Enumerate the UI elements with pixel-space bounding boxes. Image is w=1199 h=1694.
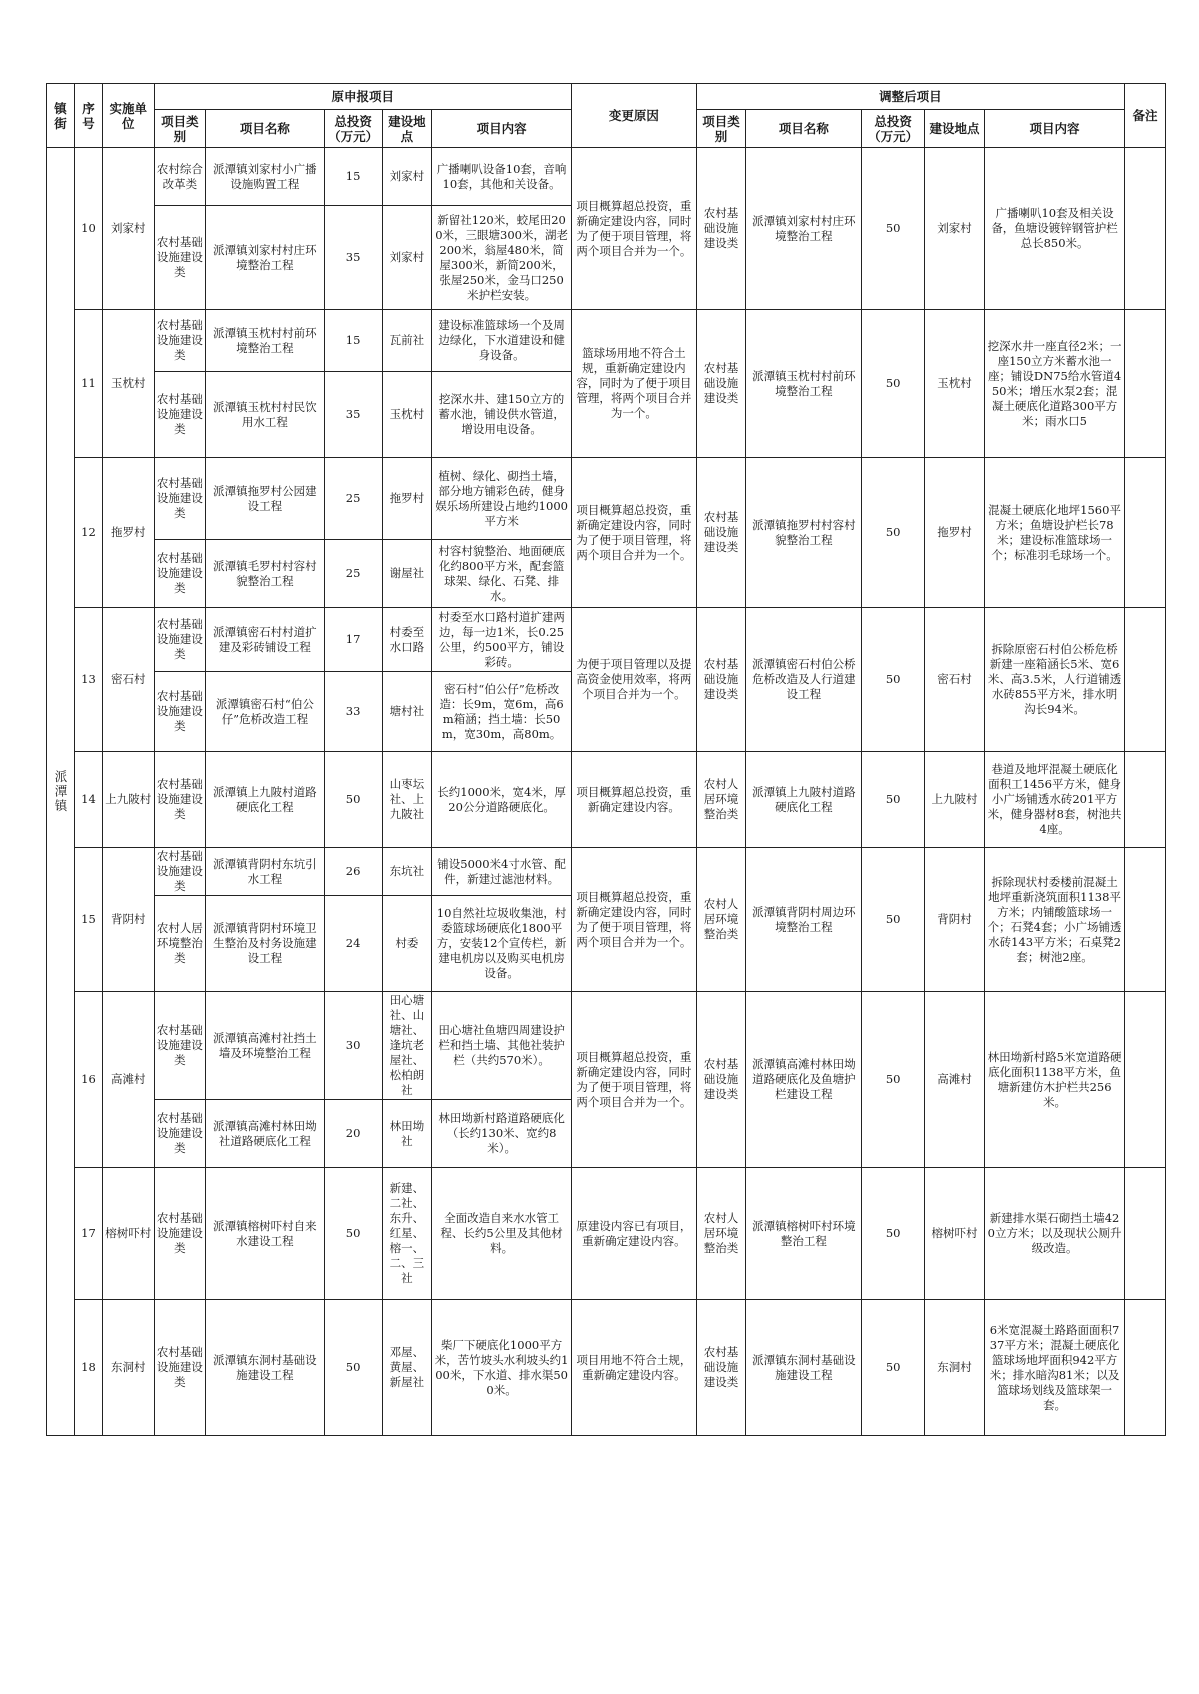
orig-category-cell: 农村基础设施建设类 [154,608,206,672]
orig-content-cell: 广播喇叭设备10套，音响10套，其他和关设备。 [432,148,572,206]
orig-invest-cell: 24 [324,896,382,992]
col-seq: 序号 [74,84,102,148]
orig-category-cell: 农村基础设施建设类 [154,540,206,608]
col-change-reason: 变更原因 [572,84,697,148]
orig-name-cell: 派潭镇玉枕村村民饮用水工程 [206,372,324,458]
adj-content-cell: 巷道及地坪混凝土硬底化面积工1456平方米，健身小广场铺透水砖201平方米，健身器材8套，树池共4座。 [985,752,1125,848]
seq-cell: 11 [74,310,102,458]
unit-cell: 东洞村 [102,1300,154,1436]
adj-location-cell: 上九陂村 [924,752,984,848]
unit-cell: 刘家村 [102,148,154,310]
orig-location-cell: 新建、二社、东升、红星、榕一、二、三社 [382,1168,431,1300]
orig-content-cell: 村容村貌整治、地面硬底化约800平方米，配套篮球架、绿化、石凳、排水。 [432,540,572,608]
adj-category-cell: 农村基础设施建设类 [696,458,745,608]
remarks-cell [1125,608,1166,752]
adj-content-cell: 广播喇叭10套及相关设备，鱼塘设镀锌钢管护栏总长850米。 [985,148,1125,310]
orig-category-cell: 农村基础设施建设类 [154,992,206,1100]
adj-category-cell: 农村基础设施建设类 [696,1300,745,1436]
col-adjusted-group: 调整后项目 [696,84,1124,110]
table-row [47,992,1166,1100]
unit-cell: 玉枕村 [102,310,154,458]
orig-category-cell: 农村基础设施建设类 [154,672,206,752]
orig-content-cell: 全面改造自来水水管工程、长约5公里及其他材料。 [432,1168,572,1300]
remarks-cell [1125,1300,1166,1436]
adj-category-cell: 农村基础设施建设类 [696,148,745,310]
change-reason-cell: 篮球场用地不符合土规，重新确定建设内容，同时为了便于项目管理，将两个项目合并为一个。 [572,310,697,458]
adj-name-cell: 派潭镇背阴村周边环境整治工程 [746,848,862,992]
orig-invest-cell: 33 [324,672,382,752]
change-reason-cell: 项目概算超总投资，重新确定建设内容。 [572,752,697,848]
change-reason-cell: 项目用地不符合土规，重新确定建设内容。 [572,1300,697,1436]
unit-cell: 密石村 [102,608,154,752]
adj-name-cell: 派潭镇玉枕村村前环境整治工程 [746,310,862,458]
table-row [47,608,1166,672]
orig-content-cell: 10自然社垃圾收集池，村委篮球场硬底化1800平方，安装12个宣传栏，新建电机房以及购买电机房设备。 [432,896,572,992]
orig-location-cell: 谢屋社 [382,540,431,608]
adj-invest-cell: 50 [862,310,924,458]
table-row [47,848,1166,896]
adj-content-cell: 6米宽混凝土路路面面积737平方米；混凝土硬底化篮球场地坪面积942平方米；排水暗沟81米；以及篮球场划线及篮球架一套。 [985,1300,1125,1436]
orig-location-cell: 村委至水口路 [382,608,431,672]
orig-name-cell: 派潭镇刘家村村庄环境整治工程 [206,206,324,310]
orig-location-cell: 山枣坛社、上九陂社 [382,752,431,848]
col-orig-content: 项目内容 [432,110,572,148]
unit-cell: 榕树吓村 [102,1168,154,1300]
orig-name-cell: 派潭镇榕树吓村自来水建设工程 [206,1168,324,1300]
orig-category-cell: 农村综合改革类 [154,148,206,206]
orig-category-cell: 农村基础设施建设类 [154,372,206,458]
orig-location-cell: 瓦前社 [382,310,431,372]
col-adj-name: 项目名称 [746,110,862,148]
adj-invest-cell: 50 [862,1168,924,1300]
unit-cell: 上九陂村 [102,752,154,848]
orig-name-cell: 派潭镇背阴村东坑引水工程 [206,848,324,896]
adj-name-cell: 派潭镇刘家村村庄环境整治工程 [746,148,862,310]
adj-category-cell: 农村人居环境整治类 [696,848,745,992]
adj-category-cell: 农村基础设施建设类 [696,992,745,1168]
orig-invest-cell: 30 [324,992,382,1100]
seq-cell: 13 [74,608,102,752]
col-adj-content: 项目内容 [985,110,1125,148]
adj-location-cell: 背阴村 [924,848,984,992]
orig-invest-cell: 17 [324,608,382,672]
orig-category-cell: 农村基础设施建设类 [154,848,206,896]
adj-content-cell: 林田坳新村路5米宽道路硬底化面积1138平方米，鱼塘新建仿木护栏共256米。 [985,992,1125,1168]
seq-cell: 10 [74,148,102,310]
adj-location-cell: 高滩村 [924,992,984,1168]
adj-location-cell: 榕树吓村 [924,1168,984,1300]
orig-content-cell: 铺设5000米4寸水管、配件，新建过滤池材料。 [432,848,572,896]
col-adj-location: 建设地点 [924,110,984,148]
adj-invest-cell: 50 [862,608,924,752]
seq-cell: 14 [74,752,102,848]
orig-category-cell: 农村基础设施建设类 [154,310,206,372]
orig-location-cell: 塘村社 [382,672,431,752]
col-original-group: 原申报项目 [154,84,571,110]
orig-invest-cell: 50 [324,1168,382,1300]
orig-content-cell: 挖深水井、建150立方的蓄水池，铺设供水管道，增设用电设备。 [432,372,572,458]
col-town: 镇街 [47,84,75,148]
orig-location-cell: 林田坳社 [382,1100,431,1168]
adj-invest-cell: 50 [862,458,924,608]
orig-name-cell: 派潭镇上九陂村道路硬底化工程 [206,752,324,848]
change-reason-cell: 项目概算超总投资，重新确定建设内容，同时为了便于项目管理，将两个项目合并为一个。 [572,992,697,1168]
change-reason-cell: 项目概算超总投资，重新确定建设内容，同时为了便于项目管理，将两个项目合并为一个。 [572,458,697,608]
orig-location-cell: 刘家村 [382,148,431,206]
orig-name-cell: 派潭镇高滩村林田坳社道路硬底化工程 [206,1100,324,1168]
orig-location-cell: 玉枕村 [382,372,431,458]
orig-name-cell: 派潭镇东洞村基础设施建设工程 [206,1300,324,1436]
orig-name-cell: 派潭镇拖罗村公园建设工程 [206,458,324,540]
col-orig-name: 项目名称 [206,110,324,148]
adj-invest-cell: 50 [862,148,924,310]
adj-location-cell: 东洞村 [924,1300,984,1436]
adj-category-cell: 农村基础设施建设类 [696,608,745,752]
orig-invest-cell: 20 [324,1100,382,1168]
orig-invest-cell: 15 [324,148,382,206]
orig-location-cell: 村委 [382,896,431,992]
col-orig-location: 建设地点 [382,110,431,148]
adj-category-cell: 农村人居环境整治类 [696,752,745,848]
adj-content-cell: 混凝土硬底化地坪1560平方米；鱼塘设护栏长78米；建设标准篮球场一个；标准羽毛球场一个。 [985,458,1125,608]
col-unit: 实施单位 [102,84,154,148]
remarks-cell [1125,458,1166,608]
orig-category-cell: 农村基础设施建设类 [154,206,206,310]
orig-invest-cell: 26 [324,848,382,896]
orig-content-cell: 村委至水口路村道扩建两边，每一边1米，长0.25公里，约500平方，铺设彩砖。 [432,608,572,672]
adj-content-cell: 拆除原密石村伯公桥危桥新建一座箱涵长5米、宽6米、高3.5米，人行道铺透水砖855平方米，排水明沟长94米。 [985,608,1125,752]
orig-content-cell: 密石村“伯公仔”危桥改造：长9m，宽6m，高6m箱涵；挡土墙：长50m，宽30m，高80m。 [432,672,572,752]
adj-invest-cell: 50 [862,848,924,992]
adj-invest-cell: 50 [862,992,924,1168]
orig-location-cell: 东坑社 [382,848,431,896]
change-reason-cell: 原建设内容已有项目，重新确定建设内容。 [572,1168,697,1300]
orig-name-cell: 派潭镇毛罗村村容村貌整治工程 [206,540,324,608]
col-orig-category: 项目类别 [154,110,206,148]
orig-category-cell: 农村基础设施建设类 [154,752,206,848]
col-adj-category: 项目类别 [696,110,745,148]
table-row [47,310,1166,372]
project-table-sheet [46,83,1166,1436]
orig-content-cell: 林田坳新村路道路硬底化（长约130米、宽约8米）。 [432,1100,572,1168]
adj-invest-cell: 50 [862,752,924,848]
col-remarks: 备注 [1125,84,1166,148]
adj-category-cell: 农村基础设施建设类 [696,310,745,458]
table-row [47,458,1166,540]
orig-content-cell: 植树、绿化、砌挡土墙，部分地方铺彩色砖，健身娱乐场所建设占地约1000平方米 [432,458,572,540]
table-body [47,148,1166,1436]
adj-location-cell: 玉枕村 [924,310,984,458]
orig-invest-cell: 35 [324,372,382,458]
adj-name-cell: 派潭镇拖罗村村容村貌整治工程 [746,458,862,608]
remarks-cell [1125,1168,1166,1300]
remarks-cell [1125,848,1166,992]
seq-cell: 15 [74,848,102,992]
adj-content-cell: 拆除现状村委楼前混凝土地坪重新浇筑面积1138平方米；内铺酸篮球场一个；石凳4套；小广场铺透水砖143平方米；石桌凳2套；树池2座。 [985,848,1125,992]
adj-location-cell: 刘家村 [924,148,984,310]
orig-name-cell: 派潭镇高滩村社挡土墙及环境整治工程 [206,992,324,1100]
orig-category-cell: 农村基础设施建设类 [154,1168,206,1300]
orig-invest-cell: 25 [324,540,382,608]
orig-content-cell: 柴厂下硬底化1000平方米，苦竹坡头水利坡头约100米，下水道、排水渠500米。 [432,1300,572,1436]
orig-location-cell: 田心塘社、山塘社、逢坑老屋社、松柏朗社 [382,992,431,1100]
orig-invest-cell: 15 [324,310,382,372]
remarks-cell [1125,752,1166,848]
orig-location-cell: 刘家村 [382,206,431,310]
orig-name-cell: 派潭镇背阴村环境卫生整治及村务设施建设工程 [206,896,324,992]
adj-content-cell: 新建排水渠石砌挡土墙420立方米；以及现状公厕升级改造。 [985,1168,1125,1300]
adj-name-cell: 派潭镇榕树吓村环境整治工程 [746,1168,862,1300]
orig-location-cell: 邓屋、黄屋、新屋社 [382,1300,431,1436]
orig-name-cell: 派潭镇玉枕村村前环境整治工程 [206,310,324,372]
adj-name-cell: 派潭镇高滩村林田坳道路硬底化及鱼塘护栏建设工程 [746,992,862,1168]
remarks-cell [1125,310,1166,458]
orig-location-cell: 拖罗村 [382,458,431,540]
remarks-cell [1125,148,1166,310]
orig-content-cell: 田心塘社鱼塘四周建设护栏和挡土墙、其他社装护栏（共约570米）。 [432,992,572,1100]
adj-location-cell: 密石村 [924,608,984,752]
orig-content-cell: 新留社120米，蛟尾田200米，三眼塘300米，湖老200米，翁屋480米，简屋300米，新简200米，张屋250米，金马口250米护栏安装。 [432,206,572,310]
orig-category-cell: 农村基础设施建设类 [154,1100,206,1168]
orig-name-cell: 派潭镇刘家村小广播设施购置工程 [206,148,324,206]
change-reason-cell: 项目概算超总投资，重新确定建设内容，同时为了便于项目管理，将两个项目合并为一个。 [572,148,697,310]
adj-name-cell: 派潭镇密石村伯公桥危桥改造及人行道建设工程 [746,608,862,752]
adj-name-cell: 派潭镇上九陂村道路硬底化工程 [746,752,862,848]
table-row [47,1300,1166,1436]
seq-cell: 16 [74,992,102,1168]
change-reason-cell: 项目概算超总投资，重新确定建设内容，同时为了便于项目管理，将两个项目合并为一个。 [572,848,697,992]
unit-cell: 背阴村 [102,848,154,992]
orig-content-cell: 建设标准篮球场一个及周边绿化，下水道建设和健身设备。 [432,310,572,372]
orig-invest-cell: 50 [324,752,382,848]
adj-content-cell: 挖深水井一座直径2米；一座150立方米蓄水池一座；铺设DN75给水管道450米；增压水泵2套；混凝土硬底化道路300平方米；雨水口5 [985,310,1125,458]
orig-category-cell: 农村人居环境整治类 [154,896,206,992]
orig-category-cell: 农村基础设施建设类 [154,1300,206,1436]
seq-cell: 12 [74,458,102,608]
orig-category-cell: 农村基础设施建设类 [154,458,206,540]
table-row [47,1168,1166,1300]
project-adjustment-table [46,83,1166,1436]
adj-invest-cell: 50 [862,1300,924,1436]
col-orig-invest: 总投资（万元） [324,110,382,148]
adj-location-cell: 拖罗村 [924,458,984,608]
remarks-cell [1125,992,1166,1168]
table-row [47,148,1166,206]
orig-name-cell: 派潭镇密石村村道扩建及彩砖铺设工程 [206,608,324,672]
seq-cell: 18 [74,1300,102,1436]
change-reason-cell: 为便于项目管理以及提高资金使用效率，将两个项目合并为一个。 [572,608,697,752]
col-adj-invest: 总投资（万元） [862,110,924,148]
town-cell: 派潭镇 [47,148,75,1436]
orig-content-cell: 长约1000米，宽4米，厚20公分道路硬底化。 [432,752,572,848]
orig-name-cell: 派潭镇密石村“伯公仔”危桥改造工程 [206,672,324,752]
unit-cell: 高滩村 [102,992,154,1168]
seq-cell: 17 [74,1168,102,1300]
table-row [47,752,1166,848]
orig-invest-cell: 25 [324,458,382,540]
orig-invest-cell: 50 [324,1300,382,1436]
adj-category-cell: 农村人居环境整治类 [696,1168,745,1300]
orig-invest-cell: 35 [324,206,382,310]
adj-name-cell: 派潭镇东洞村基础设施建设工程 [746,1300,862,1436]
unit-cell: 拖罗村 [102,458,154,608]
